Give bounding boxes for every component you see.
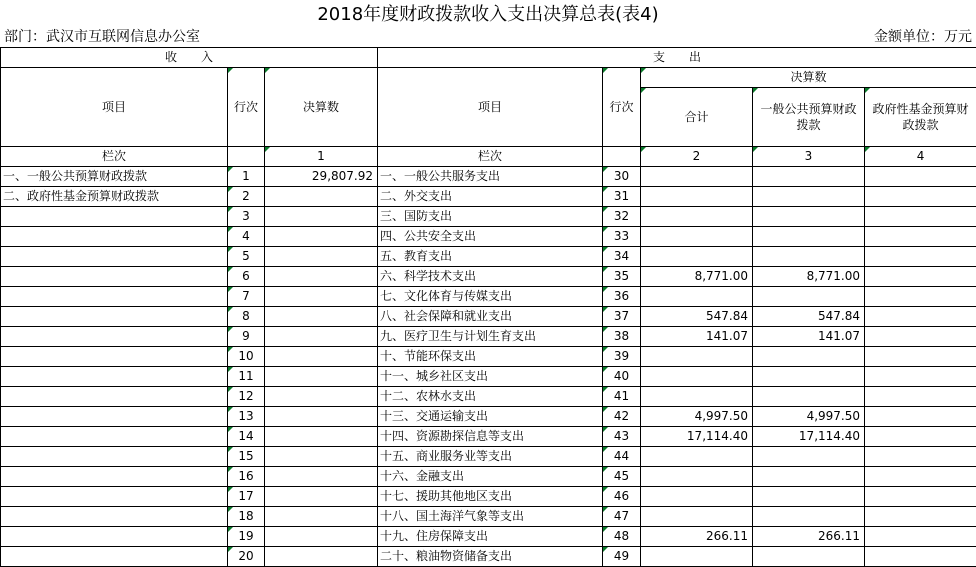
expense-item-cell[interactable]: 七、文化体育与传媒支出: [378, 287, 603, 307]
gov-fund-cell[interactable]: [865, 407, 976, 427]
general-budget-cell[interactable]: 17,114.40: [753, 427, 865, 447]
general-budget-cell[interactable]: 8,771.00: [753, 267, 865, 287]
table-row: [1, 347, 976, 367]
expense-line-cell[interactable]: 48: [603, 527, 641, 547]
income-item-cell[interactable]: [1, 347, 228, 367]
income-amount-cell[interactable]: [265, 407, 378, 427]
general-budget-cell[interactable]: [753, 247, 865, 267]
general-budget-cell[interactable]: 141.07: [753, 327, 865, 347]
general-budget-cell[interactable]: 547.84: [753, 307, 865, 327]
total-cell[interactable]: [641, 507, 753, 527]
table-row: [1, 307, 976, 327]
gov-fund-cell[interactable]: [865, 447, 976, 467]
expense-item-cell[interactable]: 四、公共安全支出: [378, 227, 603, 247]
income-amount-cell[interactable]: 29,807.92: [265, 167, 378, 187]
income-amount-cell[interactable]: [265, 187, 378, 207]
expense-item-cell[interactable]: 一、一般公共服务支出: [378, 167, 603, 187]
income-amount-cell[interactable]: [265, 307, 378, 327]
income-amount-cell[interactable]: [265, 487, 378, 507]
expense-item-cell[interactable]: 十四、资源勘探信息等支出: [378, 427, 603, 447]
expense-item-cell[interactable]: 二十、粮油物资储备支出: [378, 547, 603, 567]
expense-item-cell[interactable]: 三、国防支出: [378, 207, 603, 227]
income-line-cell[interactable]: 15: [228, 447, 265, 467]
total-cell[interactable]: [641, 227, 753, 247]
table-row: [1, 387, 976, 407]
table-row: [1, 267, 976, 287]
general-budget-cell[interactable]: 266.11: [753, 527, 865, 547]
table-row: [1, 207, 976, 227]
income-amount-cell[interactable]: [265, 287, 378, 307]
income-item-cell[interactable]: [1, 527, 228, 547]
total-cell[interactable]: [641, 387, 753, 407]
expense-header[interactable]: 支 出: [378, 48, 976, 68]
gov-fund-cell[interactable]: [865, 287, 976, 307]
gov-fund-cell[interactable]: [865, 527, 976, 547]
col-empty2-cell[interactable]: [603, 147, 641, 167]
income-amount-cell[interactable]: [265, 527, 378, 547]
gov-fund-cell[interactable]: [865, 327, 976, 347]
table-row: [1, 487, 976, 507]
gov-fund-cell[interactable]: [865, 267, 976, 287]
col-label-cell[interactable]: 栏次: [1, 147, 228, 167]
table-row: [1, 247, 976, 267]
expense-line-cell[interactable]: 47: [603, 507, 641, 527]
expense-line-cell[interactable]: 30: [603, 167, 641, 187]
meta-bar: [0, 27, 976, 47]
general-budget-cell[interactable]: [753, 467, 865, 487]
expense-line-cell[interactable]: 49: [603, 547, 641, 567]
col-empty-cell[interactable]: [228, 147, 265, 167]
expense-item-cell[interactable]: 九、医疗卫生与计划生育支出: [378, 327, 603, 347]
total-cell[interactable]: 266.11: [641, 527, 753, 547]
total-cell[interactable]: [641, 467, 753, 487]
expense-line-cell[interactable]: 35: [603, 267, 641, 287]
income-item-cell[interactable]: [1, 547, 228, 567]
gov-fund-cell[interactable]: [865, 247, 976, 267]
income-item-cell[interactable]: [1, 467, 228, 487]
income-item-cell[interactable]: [1, 327, 228, 347]
income-line-cell[interactable]: 4: [228, 227, 265, 247]
gov-fund-cell[interactable]: [865, 547, 976, 567]
income-item-cell[interactable]: [1, 507, 228, 527]
general-budget-cell[interactable]: [753, 207, 865, 227]
expense-item-cell[interactable]: 二、外交支出: [378, 187, 603, 207]
general-budget-cell[interactable]: [753, 167, 865, 187]
expense-line-cell[interactable]: 33: [603, 227, 641, 247]
income-line-cell[interactable]: 3: [228, 207, 265, 227]
expense-line-cell[interactable]: 36: [603, 287, 641, 307]
gov-fund-cell[interactable]: [865, 307, 976, 327]
expense-item-cell[interactable]: 十五、商业服务业等支出: [378, 447, 603, 467]
department-label: 部门：武汉市互联网信息办公室: [4, 27, 200, 47]
income-item-cell[interactable]: 二、政府性基金预算财政拨款: [1, 187, 228, 207]
expense-line-cell[interactable]: 44: [603, 447, 641, 467]
income-line-cell[interactable]: 7: [228, 287, 265, 307]
table-row: [1, 547, 976, 567]
income-item-cell[interactable]: [1, 307, 228, 327]
table-row: [1, 167, 976, 187]
income-line-cell[interactable]: 11: [228, 367, 265, 387]
table-row: [1, 447, 976, 467]
expense-line-cell[interactable]: 37: [603, 307, 641, 327]
income-amount-cell[interactable]: [265, 267, 378, 287]
income-item-cell[interactable]: [1, 207, 228, 227]
table-row: [1, 427, 976, 447]
income-item-cell[interactable]: [1, 427, 228, 447]
total-cell[interactable]: [641, 187, 753, 207]
income-line-cell[interactable]: 20: [228, 547, 265, 567]
income-line-cell[interactable]: 17: [228, 487, 265, 507]
income-line-cell[interactable]: 9: [228, 327, 265, 347]
expense-line-cell[interactable]: 46: [603, 487, 641, 507]
expense-item-cell[interactable]: 十一、城乡社区支出: [378, 367, 603, 387]
income-amount-cell[interactable]: [265, 367, 378, 387]
income-amount-cell[interactable]: [265, 207, 378, 227]
income-amount-cell[interactable]: [265, 467, 378, 487]
total-cell[interactable]: 17,114.40: [641, 427, 753, 447]
general-budget-cell[interactable]: [753, 487, 865, 507]
income-item-cell[interactable]: [1, 227, 228, 247]
unit-label: 金额单位：万元: [874, 27, 972, 47]
income-line-cell[interactable]: 19: [228, 527, 265, 547]
income-item-cell[interactable]: [1, 447, 228, 467]
general-budget-cell[interactable]: [753, 507, 865, 527]
total-cell[interactable]: [641, 347, 753, 367]
table-row: [1, 527, 976, 547]
gov-fund-cell[interactable]: [865, 167, 976, 187]
income-item-cell[interactable]: [1, 387, 228, 407]
expense-item-cell[interactable]: 十八、国土海洋气象等支出: [378, 507, 603, 527]
expense-line-header[interactable]: 行次: [603, 68, 641, 147]
total-cell[interactable]: [641, 487, 753, 507]
col1-cell[interactable]: 1: [265, 147, 378, 167]
income-item-cell[interactable]: [1, 487, 228, 507]
total-header[interactable]: 合计: [641, 88, 753, 147]
table-row: [1, 507, 976, 527]
general-budget-cell[interactable]: [753, 447, 865, 467]
expense-item-cell[interactable]: 十六、金融支出: [378, 467, 603, 487]
income-item-cell[interactable]: [1, 247, 228, 267]
income-line-cell[interactable]: 14: [228, 427, 265, 447]
gov-fund-cell[interactable]: [865, 207, 976, 227]
expense-item-cell[interactable]: 六、科学技术支出: [378, 267, 603, 287]
income-item-cell[interactable]: [1, 367, 228, 387]
income-header[interactable]: 收 入: [1, 48, 378, 68]
expense-item-cell[interactable]: 十九、住房保障支出: [378, 527, 603, 547]
general-budget-cell[interactable]: [753, 347, 865, 367]
col-label2-cell[interactable]: 栏次: [378, 147, 603, 167]
general-budget-cell[interactable]: [753, 187, 865, 207]
table-row: [1, 227, 976, 247]
income-amount-cell[interactable]: [265, 427, 378, 447]
expense-item-cell[interactable]: 五、教育支出: [378, 247, 603, 267]
expense-line-cell[interactable]: 31: [603, 187, 641, 207]
total-cell[interactable]: [641, 367, 753, 387]
gov-fund-cell[interactable]: [865, 387, 976, 407]
budget-table: [0, 47, 976, 567]
total-cell[interactable]: 8,771.00: [641, 267, 753, 287]
total-cell[interactable]: 547.84: [641, 307, 753, 327]
income-line-cell[interactable]: 8: [228, 307, 265, 327]
income-item-cell[interactable]: 一、一般公共预算财政拨款: [1, 167, 228, 187]
expense-line-cell[interactable]: 45: [603, 467, 641, 487]
table-row: [1, 327, 976, 347]
expense-line-cell[interactable]: 38: [603, 327, 641, 347]
expense-line-cell[interactable]: 32: [603, 207, 641, 227]
income-line-cell[interactable]: 18: [228, 507, 265, 527]
table-row: [1, 187, 976, 207]
general-budget-cell[interactable]: [753, 547, 865, 567]
total-cell[interactable]: [641, 447, 753, 467]
expense-item-cell[interactable]: 八、社会保障和就业支出: [378, 307, 603, 327]
total-cell[interactable]: [641, 287, 753, 307]
general-budget-cell[interactable]: 4,997.50: [753, 407, 865, 427]
income-amount-cell[interactable]: [265, 447, 378, 467]
table-row: [1, 367, 976, 387]
income-item-header[interactable]: 项目: [1, 68, 228, 147]
expense-line-cell[interactable]: 43: [603, 427, 641, 447]
gov-fund-cell[interactable]: [865, 487, 976, 507]
total-cell[interactable]: [641, 247, 753, 267]
gov-fund-cell[interactable]: [865, 507, 976, 527]
income-amount-cell[interactable]: [265, 327, 378, 347]
final-group-header[interactable]: 决算数: [641, 68, 976, 88]
income-item-cell[interactable]: [1, 267, 228, 287]
total-cell[interactable]: [641, 207, 753, 227]
table-row: [1, 407, 976, 427]
income-amount-cell[interactable]: [265, 507, 378, 527]
income-item-cell[interactable]: [1, 287, 228, 307]
gov-fund-header[interactable]: 政府性基金预算财政拨款: [865, 88, 976, 147]
income-line-cell[interactable]: 12: [228, 387, 265, 407]
income-line-cell[interactable]: 10: [228, 347, 265, 367]
gov-fund-cell[interactable]: [865, 187, 976, 207]
income-amount-header[interactable]: 决算数: [265, 68, 378, 147]
general-budget-cell[interactable]: [753, 387, 865, 407]
income-amount-cell[interactable]: [265, 247, 378, 267]
income-line-header[interactable]: 行次: [228, 68, 265, 147]
gov-fund-cell[interactable]: [865, 427, 976, 447]
income-line-cell[interactable]: 2: [228, 187, 265, 207]
income-line-cell[interactable]: 5: [228, 247, 265, 267]
expense-item-cell[interactable]: 十二、农林水支出: [378, 387, 603, 407]
general-budget-cell[interactable]: [753, 227, 865, 247]
gov-fund-cell[interactable]: [865, 367, 976, 387]
general-budget-cell[interactable]: [753, 287, 865, 307]
income-item-cell[interactable]: [1, 407, 228, 427]
expense-item-header[interactable]: 项目: [378, 68, 603, 147]
income-amount-cell[interactable]: [265, 227, 378, 247]
income-line-cell[interactable]: 1: [228, 167, 265, 187]
table-row: [1, 467, 976, 487]
gov-fund-cell[interactable]: [865, 467, 976, 487]
general-budget-cell[interactable]: [753, 367, 865, 387]
income-line-cell[interactable]: 13: [228, 407, 265, 427]
income-line-cell[interactable]: 6: [228, 267, 265, 287]
total-cell[interactable]: 4,997.50: [641, 407, 753, 427]
col2-cell[interactable]: 2: [641, 147, 753, 167]
expense-line-cell[interactable]: 42: [603, 407, 641, 427]
page-title: 2018年度财政拨款收入支出决算总表(表4): [0, 0, 976, 27]
income-amount-cell[interactable]: [265, 547, 378, 567]
expense-line-cell[interactable]: 40: [603, 367, 641, 387]
gov-fund-cell[interactable]: [865, 227, 976, 247]
total-cell[interactable]: [641, 167, 753, 187]
expense-line-cell[interactable]: 39: [603, 347, 641, 367]
expense-item-cell[interactable]: 十三、交通运输支出: [378, 407, 603, 427]
income-line-cell[interactable]: 16: [228, 467, 265, 487]
gov-fund-cell[interactable]: [865, 347, 976, 367]
income-amount-cell[interactable]: [265, 387, 378, 407]
total-cell[interactable]: 141.07: [641, 327, 753, 347]
income-amount-cell[interactable]: [265, 347, 378, 367]
table-row: [1, 287, 976, 307]
expense-item-cell[interactable]: 十七、援助其他地区支出: [378, 487, 603, 507]
general-budget-header[interactable]: 一般公共预算财政拨款: [753, 88, 865, 147]
col4-cell[interactable]: 4: [865, 147, 976, 167]
expense-line-cell[interactable]: 34: [603, 247, 641, 267]
col3-cell[interactable]: 3: [753, 147, 865, 167]
expense-item-cell[interactable]: 十、节能环保支出: [378, 347, 603, 367]
expense-line-cell[interactable]: 41: [603, 387, 641, 407]
total-cell[interactable]: [641, 547, 753, 567]
